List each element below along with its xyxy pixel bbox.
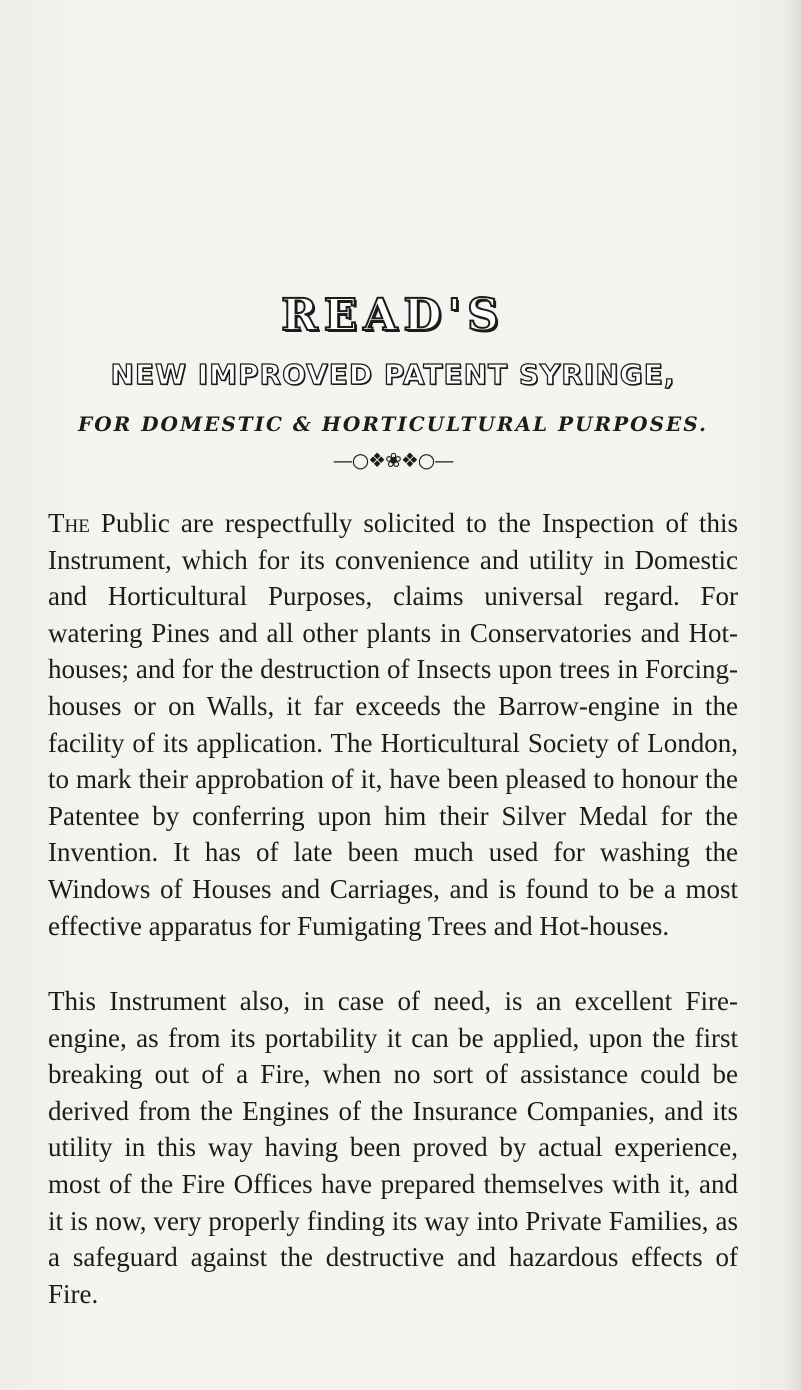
purpose-line: FOR DOMESTIC & HORTICULTURAL PURPOSES. [78, 412, 708, 436]
paragraph-introduction [48, 505, 738, 944]
product-subtitle: NEW IMPROVED PATENT SYRINGE, [110, 358, 676, 391]
paragraph-body: Public are respectfully solicited to the Inspection of this Instrument, which for its convenience and utility in Domestic and Horticultural Purposes, claims universal regard. For watering Pines and all other plants in Conservatories and Hot-houses; and for the destruction of Insects upon trees in Forcing-houses or on Walls, it far exceeds the Barrow-engine in the facility of its application. The Horticultural Society of London, to mark their approbation of it, have been pleased to honour the Patentee by conferring upon him their Silver Medal for the Invention. It has of late been much used for washing the Windows of Houses and Carriages, and is found to be a most effective apparatus for Fumigating Trees and Hot-houses. [48, 508, 738, 941]
paragraph-lead-word: The [48, 508, 90, 538]
page-title: READ'S [281, 290, 505, 341]
paragraph-fire-engine [48, 983, 738, 1312]
ornament-divider: —○❖❀❖○— [332, 448, 454, 472]
paragraph-body: This Instrument also, in case of need, is an excellent Fire-engine, as from its portability it can be applied, upon the first breaking out of a Fire, when no sort of assistance could be derived from the Engines of the Insurance Companies, and its utility in this way having been proved by actual experience, most of the Fire Offices have prepared themselves with it, and it is now, very properly finding its way into Private Families, as a safeguard against the destructive and hazardous effects of Fire. [48, 986, 738, 1309]
page-edge-shadow [783, 0, 801, 1390]
